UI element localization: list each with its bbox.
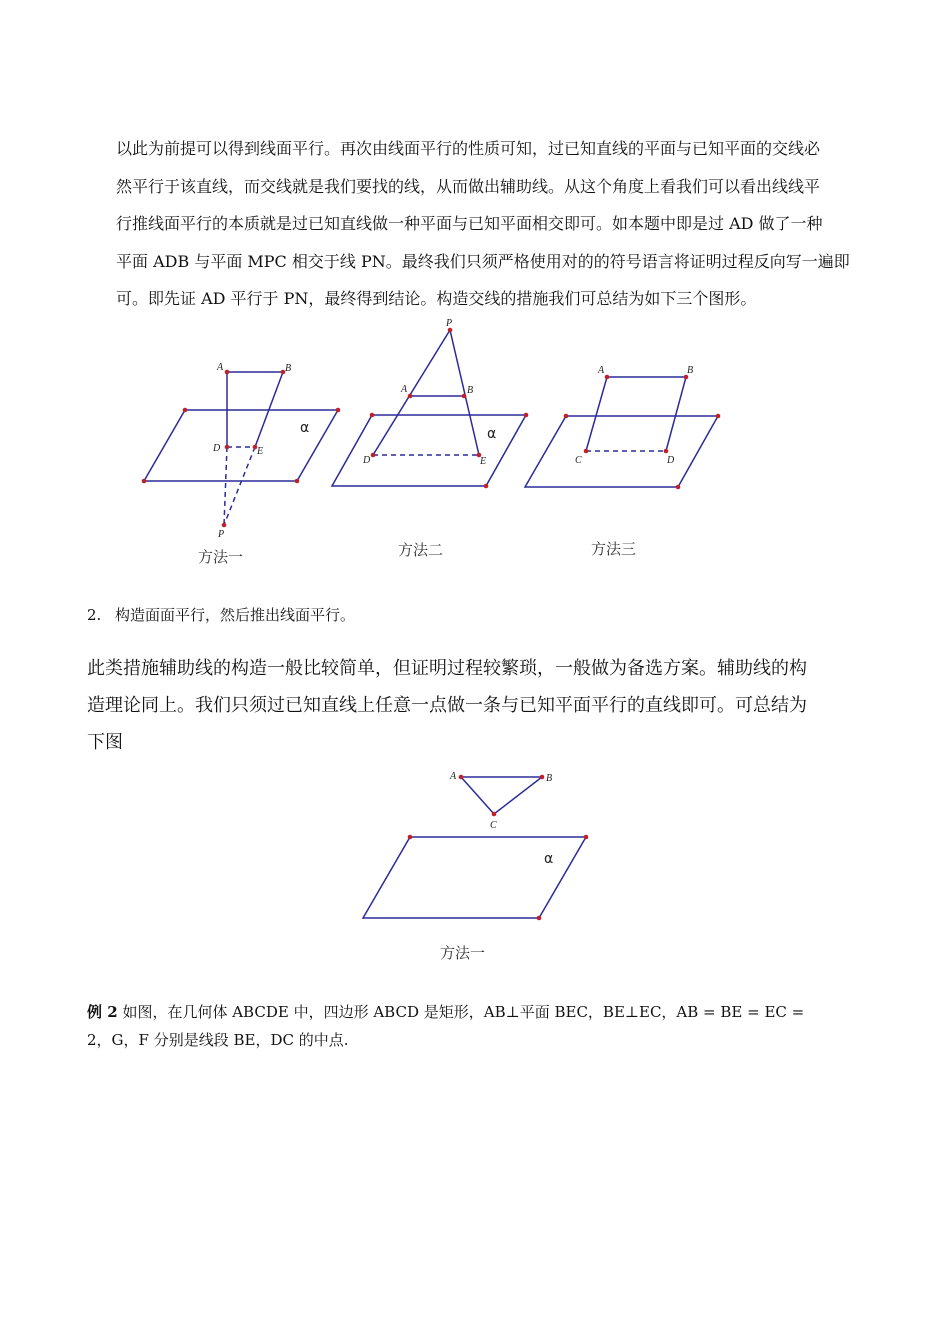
example-line-2: 2，G，F 分别是线段 BE，DC 的中点.: [87, 1031, 349, 1049]
figure-4-points: [408, 775, 589, 921]
example-line-1: [87, 998, 867, 1026]
figure-plane-parallel: [363, 775, 588, 921]
caption-method-1: 方法一: [198, 548, 244, 566]
plane-alpha: [363, 837, 586, 918]
label-c: C: [490, 820, 497, 831]
section-title: 构造面面平行，然后推出线面平行。: [115, 606, 356, 624]
label-d: D: [363, 455, 371, 466]
caption-figure-4: 方法一: [440, 944, 486, 962]
caption-method-3: 方法三: [591, 540, 637, 558]
label-a: A: [401, 384, 408, 395]
label-e: E: [480, 456, 487, 467]
label-a: A: [450, 771, 457, 782]
paragraph-line: 行推线面平行的本质就是过已知直线做一种平面与已知平面相交即可。如本题中即是过 AD 做了一种: [116, 214, 823, 233]
label-a: A: [598, 365, 605, 376]
label-p: P: [446, 318, 453, 329]
paragraph-line: 造理论同上。我们只须过已知直线上任意一点做一条与已知平面平行的直线即可。可总结为: [87, 695, 807, 716]
segment-bd: [666, 377, 686, 451]
paragraph-line: 以此为前提可以得到线面平行。再次由线面平行的性质可知，过已知直线的平面与已知平面的交线必: [116, 139, 821, 158]
segment-ac: [586, 377, 607, 451]
label-e: E: [257, 446, 264, 457]
plane-alpha: [332, 415, 526, 486]
label-b: B: [546, 773, 553, 784]
label-d: D: [213, 443, 221, 454]
triangle-abc: [461, 777, 542, 814]
paragraph-line: 下图: [87, 732, 123, 753]
paragraph-line: 可。即先证 AD 平行于 PN，最终得到结论。构造交线的措施我们可总结为如下三个图形。: [116, 289, 757, 308]
paragraph-2: [87, 650, 867, 761]
paragraph-line: 然平行于该直线，而交线就是我们要找的线，从而做出辅助线。从这个角度上看我们可以看出线线平: [116, 176, 821, 196]
figure-3-points: [564, 375, 721, 490]
figure-method-3: [525, 375, 720, 490]
segment-pd: [373, 330, 450, 455]
figure-2-points: [370, 328, 529, 489]
section-2-heading: [87, 604, 355, 625]
figure-method-2: [332, 328, 528, 489]
label-b: B: [687, 365, 694, 376]
label-a: A: [217, 362, 224, 373]
label-c: C: [575, 455, 582, 466]
paragraph-line: 此类措施辅助线的构造一般比较简单，但证明过程较繁琐，一般做为备选方案。辅助线的构: [87, 658, 807, 679]
label-alpha: α: [487, 426, 497, 442]
label-b: B: [467, 385, 474, 396]
figure-method-1: [142, 370, 341, 528]
section-number: 2.: [87, 606, 102, 624]
segment-dp-dashed: [224, 447, 227, 525]
example-label: 例 2: [87, 1003, 118, 1021]
segment-pe: [450, 330, 479, 455]
paragraph-line: 平面 ADB 与平面 MPC 相交于线 PN。最终我们只须严格使用对的的符号语言将证明过程反向写一遍即: [116, 251, 850, 271]
example-2: [87, 998, 867, 1054]
figure-1-points: [142, 370, 341, 528]
label-alpha: α: [544, 851, 554, 867]
segment-ep-dashed: [224, 447, 255, 525]
label-alpha: α: [300, 420, 310, 436]
label-d: D: [667, 455, 675, 466]
label-p: P: [218, 529, 225, 540]
caption-method-2: 方法二: [398, 541, 444, 559]
plane-alpha: [525, 416, 718, 487]
example-text: 如图，在几何体 ABCDE 中，四边形 ABCD 是矩形，AB⊥平面 BEC，BE⊥EC，AB = BE = EC =: [117, 1003, 805, 1021]
label-b: B: [285, 363, 292, 374]
